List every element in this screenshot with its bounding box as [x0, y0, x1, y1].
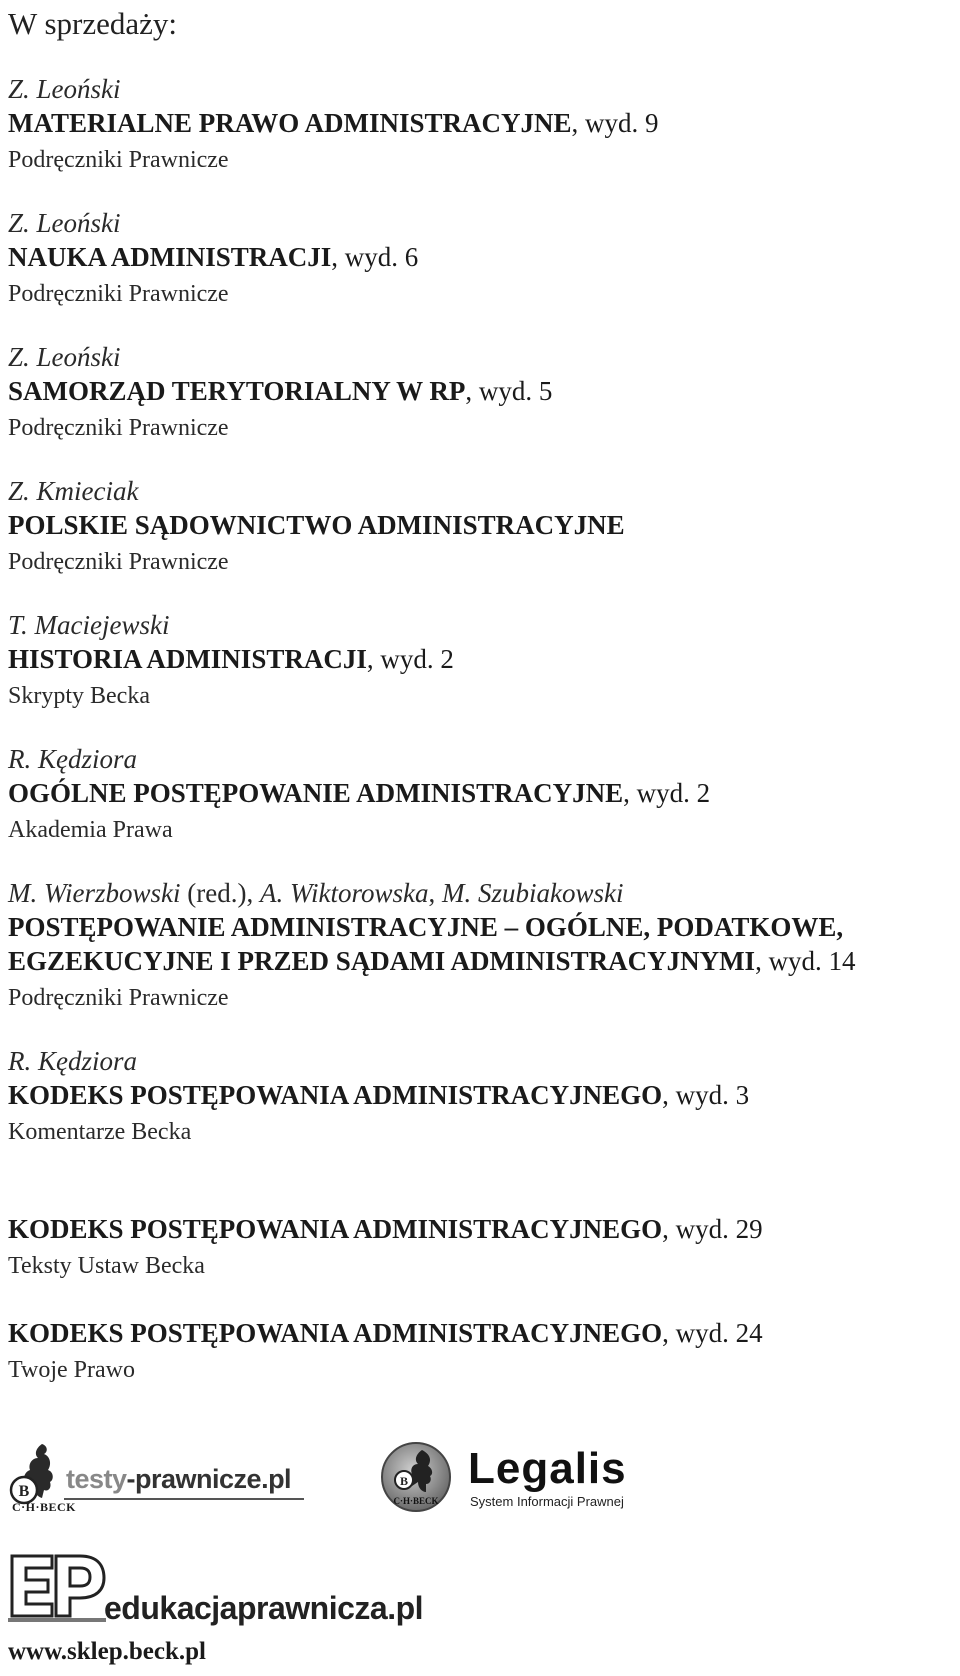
book-edition: , wyd. 29 — [662, 1214, 763, 1244]
ep-monogram-icon — [8, 1548, 108, 1624]
book-edition: , wyd. 24 — [662, 1318, 763, 1348]
svg-text:B: B — [18, 1483, 30, 1500]
book-entry — [8, 876, 948, 1014]
page-heading: W sprzedaży: — [8, 6, 177, 41]
book-entry — [8, 474, 948, 578]
book-series: Podręczniki Prawnicze — [8, 985, 229, 1011]
edukacja-prawnicza-logo — [8, 1548, 424, 1632]
book-title-line — [8, 642, 948, 676]
book-title: KODEKS POSTĘPOWANIA ADMINISTRACYJNEGO — [8, 1214, 663, 1244]
book-edition: , wyd. 9 — [571, 108, 659, 138]
book-series: Podręczniki Prawnicze — [8, 415, 229, 441]
book-edition: , wyd. 5 — [465, 376, 553, 406]
book-title-line — [8, 776, 948, 810]
book-entry — [8, 608, 948, 712]
svg-text:C·H·BECK: C·H·BECK — [393, 1496, 439, 1506]
book-title-line — [8, 1212, 948, 1246]
shop-url-link[interactable]: www.sklep.beck.pl — [8, 1638, 206, 1665]
legalis-tagline: System Informacji Prawnej — [470, 1494, 624, 1509]
book-series: Akademia Prawa — [8, 817, 173, 843]
book-title-line — [8, 944, 948, 978]
book-edition: , wyd. 2 — [623, 778, 711, 808]
svg-text:B: B — [399, 1474, 409, 1488]
book-entry — [8, 1212, 948, 1282]
book-series: Twoje Prawo — [8, 1357, 135, 1383]
author-name: M. Wierzbowski — [8, 878, 181, 908]
book-title: MATERIALNE PRAWO ADMINISTRACYJNE — [8, 108, 572, 138]
book-title: POLSKIE SĄDOWNICTWO ADMINISTRACYJNE — [8, 510, 625, 540]
book-edition: , wyd. 2 — [366, 644, 454, 674]
book-edition: , wyd. 6 — [331, 242, 419, 272]
book-entry — [8, 206, 948, 310]
book-title: EGZEKUCYJNE I PRZED SĄDAMI ADMINISTRACYJNYMI — [8, 946, 756, 976]
book-author: R. Kędziora — [8, 1046, 138, 1076]
book-author: Z. Leoński — [8, 208, 121, 238]
book-author: Z. Leoński — [8, 342, 121, 372]
book-entry — [8, 742, 948, 846]
book-title: KODEKS POSTĘPOWANIA ADMINISTRACYJNEGO — [8, 1080, 663, 1110]
book-title: POSTĘPOWANIE ADMINISTRACYJNE – OGÓLNE, PODATKOWE, — [8, 912, 844, 942]
logo-underline-icon — [64, 1498, 364, 1504]
book-title-line — [8, 374, 948, 408]
testy-prawnicze-logo — [8, 1442, 308, 1516]
book-author — [8, 876, 948, 910]
author-name: A. Wiktorowska — [259, 878, 429, 908]
book-title: KODEKS POSTĘPOWANIA ADMINISTRACYJNEGO — [8, 1318, 663, 1348]
book-title: SAMORZĄD TERYTORIALNY W RP — [8, 376, 466, 406]
book-entry — [8, 340, 948, 444]
chbeck-seal-icon — [378, 1440, 458, 1514]
legalis-logo — [378, 1440, 658, 1514]
book-title: NAUKA ADMINISTRACJI — [8, 242, 332, 272]
legalis-wordmark: Legalis — [468, 1444, 627, 1493]
author-separator: (red.), — [180, 878, 260, 908]
book-author: Z. Kmieciak — [8, 476, 139, 506]
book-series: Skrypty Becka — [8, 683, 150, 709]
book-author: R. Kędziora — [8, 744, 138, 774]
book-title-line — [8, 910, 948, 944]
book-title-line — [8, 106, 948, 140]
book-edition: , wyd. 3 — [662, 1080, 750, 1110]
testy-logo-part1: testy — [66, 1464, 127, 1494]
testy-logo-part2: -prawnicze.pl — [126, 1464, 292, 1494]
book-entry — [8, 72, 948, 176]
book-series: Podręczniki Prawnicze — [8, 549, 229, 575]
book-title-line — [8, 1078, 948, 1112]
ep-logo-text: edukacjaprawnicza.pl — [104, 1590, 424, 1626]
book-entry — [8, 1316, 948, 1386]
book-title: HISTORIA ADMINISTRACJI — [8, 644, 367, 674]
author-name: M. Szubiakowski — [441, 878, 624, 908]
book-title: OGÓLNE POSTĘPOWANIE ADMINISTRACYJNE — [8, 778, 624, 808]
book-series: Teksty Ustaw Becka — [8, 1253, 205, 1279]
author-separator: , — [428, 878, 442, 908]
book-edition: , wyd. 14 — [755, 946, 856, 976]
book-author: Z. Leoński — [8, 74, 121, 104]
book-title-line — [8, 1316, 948, 1350]
book-entry — [8, 1044, 948, 1148]
book-series: Podręczniki Prawnicze — [8, 281, 229, 307]
book-title-line — [8, 240, 948, 274]
book-series: Komentarze Becka — [8, 1119, 192, 1145]
book-title-line — [8, 508, 948, 542]
testy-logo-text — [66, 1464, 291, 1495]
book-author: T. Maciejewski — [8, 610, 170, 640]
chbeck-badge: C·H·BECK — [12, 1500, 77, 1514]
book-series: Podręczniki Prawnicze — [8, 147, 229, 173]
